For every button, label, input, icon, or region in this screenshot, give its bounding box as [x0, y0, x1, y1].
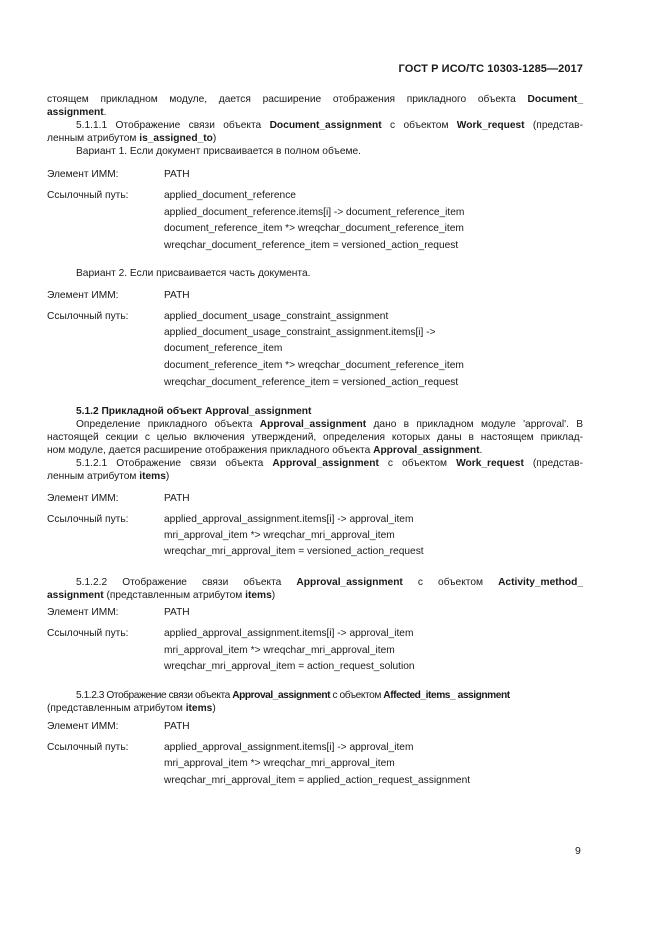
ref-path-line: document_reference_item *> wreqchar_document_reference_item	[164, 360, 464, 371]
clause-5-1-2-3: 5.1.2.3 Отображение связи объекта Approval_assignment с объектом Affected_items_ assignment	[76, 690, 510, 701]
mapping-path-keyword: PATH	[164, 493, 190, 504]
mapping-element-label: Элемент ИММ:	[47, 721, 119, 732]
para-line: стоящем прикладном модуле, дается расширение отображения прикладного объекта Document_	[47, 94, 583, 105]
ref-path-line: wreqchar_mri_approval_item = applied_action_request_assignment	[164, 775, 471, 786]
ref-path-line: wreqchar_document_reference_item = versioned_action_request	[164, 240, 459, 251]
ref-path-line: wreqchar_mri_approval_item = action_request_solution	[164, 661, 415, 672]
para-line: ном модуле, дается расширение отображения прикладного объекта Approval_assignment.	[47, 445, 483, 456]
variant-2: Вариант 2. Если присваивается часть документа.	[76, 268, 311, 279]
clause-5-1-2-1: 5.1.2.1 Отображение связи объекта Approval_assignment с объектом Work_request (представ-	[76, 458, 583, 469]
mapping-element-label: Элемент ИММ:	[47, 290, 119, 301]
mapping-ref-path-label: Ссылочный путь:	[47, 628, 129, 639]
clause-5-1-2-2: 5.1.2.2 Отображение связи объекта Approval_assignment с объектом Activity_method_	[76, 577, 583, 588]
mapping-path-keyword: PATH	[164, 721, 190, 732]
para-line: (представленным атрибутом items)	[47, 703, 216, 714]
para-line: ленным атрибутом items)	[47, 471, 170, 482]
ref-path-line: mri_approval_item *> wreqchar_mri_approval_item	[164, 645, 395, 656]
ref-path-line: applied_document_reference	[164, 190, 296, 201]
ref-path-line: applied_document_usage_constraint_assignment.items[i] ->	[164, 327, 436, 338]
para-line: настоящей секции с целью включения утверждений, определения которых даны в настоящем приклад-	[47, 432, 583, 443]
mapping-ref-path-label: Ссылочный путь:	[47, 311, 129, 322]
ref-path-line: mri_approval_item *> wreqchar_mri_approval_item	[164, 530, 395, 541]
para-line: ленным атрибутом is_assigned_to)	[47, 133, 217, 144]
ref-path-line: wreqchar_mri_approval_item = versioned_action_request	[164, 546, 424, 557]
ref-path-line: document_reference_item *> wreqchar_document_reference_item	[164, 223, 464, 234]
page-number: 9	[575, 845, 581, 857]
mapping-path-keyword: PATH	[164, 607, 190, 618]
ref-path-line: applied_document_reference.items[i] -> document_reference_item	[164, 207, 465, 218]
ref-path-line: wreqchar_document_reference_item = versioned_action_request	[164, 377, 459, 388]
mapping-element-label: Элемент ИММ:	[47, 493, 119, 504]
mapping-path-keyword: PATH	[164, 290, 190, 301]
ref-path-line: applied_approval_assignment.items[i] -> approval_item	[164, 628, 414, 639]
mapping-ref-path-label: Ссылочный путь:	[47, 514, 129, 525]
variant-1: Вариант 1. Если документ присваивается в полном объеме.	[76, 146, 361, 157]
ref-path-line: applied_document_usage_constraint_assignment	[164, 311, 389, 322]
standard-header: ГОСТ Р ИСО/ТС 10303-1285—2017	[398, 63, 583, 75]
ref-path-line: mri_approval_item *> wreqchar_mri_approval_item	[164, 758, 395, 769]
mapping-ref-path-label: Ссылочный путь:	[47, 742, 129, 753]
mapping-element-label: Элемент ИММ:	[47, 607, 119, 618]
mapping-path-keyword: PATH	[164, 169, 190, 180]
ref-path-line: applied_approval_assignment.items[i] -> approval_item	[164, 514, 414, 525]
section-heading-5-1-2: 5.1.2 Прикладной объект Approval_assignment	[76, 406, 312, 417]
mapping-element-label: Элемент ИММ:	[47, 169, 119, 180]
para-line: assignment (представленным атрибутом items)	[47, 590, 276, 601]
para-line: Определение прикладного объекта Approval_assignment дано в прикладном модуле 'approval'. В	[76, 419, 583, 430]
ref-path-line: applied_approval_assignment.items[i] -> approval_item	[164, 742, 414, 753]
clause-5-1-1-1: 5.1.1.1 Отображение связи объекта Document_assignment с объектом Work_request (представ-	[76, 120, 583, 131]
ref-path-line: document_reference_item	[164, 343, 283, 354]
mapping-ref-path-label: Ссылочный путь:	[47, 190, 129, 201]
para-line: assignment.	[47, 107, 107, 118]
